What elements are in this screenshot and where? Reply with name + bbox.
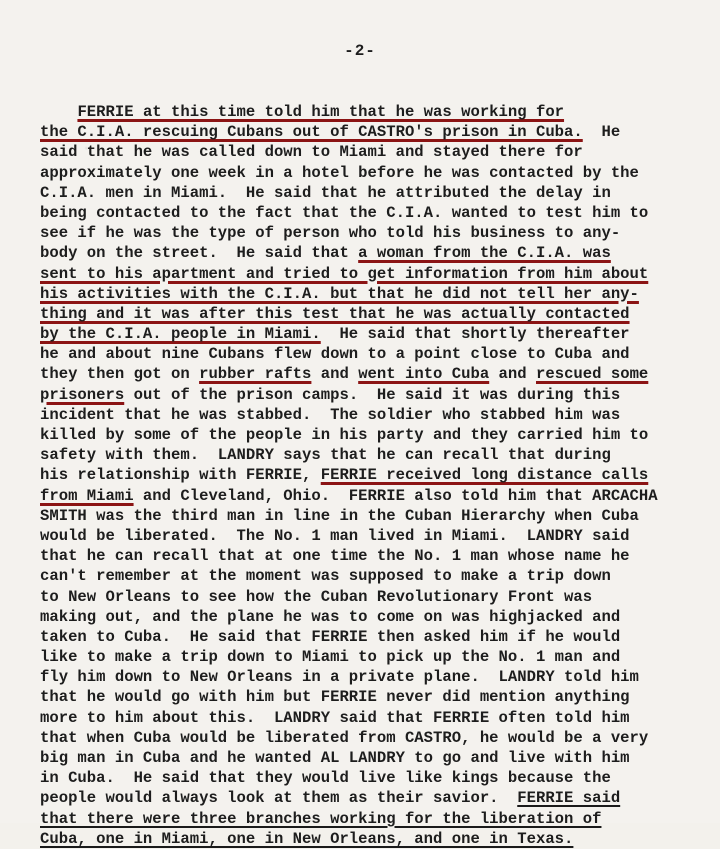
- text-line: [40, 546, 710, 566]
- text-line: [40, 526, 710, 546]
- text-line: [40, 506, 710, 526]
- document-body: [40, 102, 710, 849]
- text-line: [40, 122, 710, 142]
- underlined-text: thing and it was after this test that he was actually contacted: [40, 304, 630, 323]
- text-segment: incident that he was stabbed. The soldier who stabbed him was: [40, 405, 621, 424]
- text-segment: killed by some of the people in his party and they carried him to: [40, 426, 649, 444]
- text-segment: out of the prison camps. He said it was during this: [124, 385, 621, 404]
- text-line: [40, 788, 710, 808]
- text-line: [40, 627, 710, 647]
- text-line: [40, 486, 710, 506]
- text-line: [40, 385, 710, 405]
- text-segment: and: [489, 365, 536, 384]
- text-segment: that when Cuba would be liberated from CASTRO, he would be a very: [40, 728, 649, 747]
- text-segment: can't remember at the moment was supposed to make a trip down: [40, 567, 611, 586]
- underlined-text: Cuba, one in Miami, one in New Orleans, and one in Texas.: [40, 829, 574, 848]
- underlined-text: FERRIE at this time told him that he was working for: [77, 103, 565, 121]
- text-line: [40, 768, 710, 788]
- text-line: [40, 142, 710, 162]
- text-segment: being contacted to the fact that the C.I.A. wanted to test him to: [40, 203, 649, 222]
- page-number: -2-: [344, 42, 376, 60]
- text-segment: approximately one week in a hotel before he was contacted by the: [40, 163, 639, 182]
- text-segment: they then got on: [40, 365, 200, 384]
- text-line: [40, 284, 710, 304]
- text-segment: people would always look at them as their savior.: [40, 789, 518, 808]
- text-segment: and Cleveland, Ohio. FERRIE also told him that ARCACHA: [133, 486, 658, 505]
- underlined-text: FERRIE received long distance calls: [320, 466, 649, 485]
- text-segment: big man in Cuba and he wanted AL LANDRY to go and live with him: [40, 749, 630, 767]
- text-line: [40, 405, 710, 425]
- text-line: [40, 304, 710, 324]
- text-segment: He said that shortly thereafter: [320, 325, 630, 344]
- text-segment: to New Orleans to see how the Cuban Revolutionary Front was: [40, 587, 593, 606]
- text-line: [40, 607, 710, 627]
- underlined-text: FERRIE said: [517, 789, 621, 808]
- text-segment: making out, and the plane he was to come on was highjacked and: [40, 607, 621, 626]
- text-segment: see if he was the type of person who told his business to any-: [40, 224, 621, 243]
- text-line: [40, 708, 710, 728]
- text-line: [40, 809, 710, 829]
- text-segment: like to make a trip down to Miami to pick up the No. 1 man and: [40, 648, 621, 667]
- text-segment: [40, 103, 77, 121]
- text-line: [40, 102, 710, 122]
- text-segment: he and about nine Cubans flew down to a point close to Cuba and: [40, 345, 630, 364]
- underlined-text: rescued some: [536, 365, 649, 384]
- text-segment: taken to Cuba. He said that FERRIE then asked him if he would: [40, 627, 621, 646]
- text-line: [40, 344, 710, 364]
- text-line: [40, 364, 710, 384]
- text-segment: and: [311, 365, 359, 384]
- underlined-text: prisoners: [40, 385, 125, 404]
- text-line: [40, 566, 710, 586]
- text-line: [40, 163, 710, 183]
- text-segment: in Cuba. He said that they would live like kings because the: [40, 769, 611, 788]
- underlined-text: rubber rafts: [199, 365, 312, 384]
- text-line: [40, 748, 710, 768]
- text-line: [40, 243, 710, 263]
- text-segment: more to him about this. LANDRY said that FERRIE often told him: [40, 708, 630, 727]
- text-segment: his relationship with FERRIE,: [40, 466, 321, 485]
- underlined-text: from Miami: [40, 486, 134, 505]
- text-line: [40, 587, 710, 607]
- text-segment: body on the street. He said that: [40, 244, 359, 263]
- text-segment: would be liberated. The No. 1 man lived in Miami. LANDRY said: [40, 526, 630, 545]
- underlined-text: by the C.I.A. people in Miami.: [40, 325, 321, 344]
- text-line: [40, 445, 710, 465]
- underlined-text: a woman from the C.I.A. was: [358, 244, 611, 263]
- text-line: [40, 223, 710, 243]
- text-segment: safety with them. LANDRY says that he can recall that during: [40, 446, 611, 465]
- text-line: [40, 264, 710, 284]
- underlined-text: went into Cuba: [358, 365, 490, 384]
- text-line: [40, 203, 710, 223]
- underlined-text: his activities with the C.I.A. but that he did not tell her any-: [40, 284, 639, 303]
- text-segment: He: [582, 123, 621, 142]
- text-line: [40, 647, 710, 667]
- text-line: [40, 687, 710, 707]
- text-line: [40, 324, 710, 344]
- text-line: [40, 465, 710, 485]
- text-segment: that he can recall that at one time the No. 1 man whose name he: [40, 547, 630, 566]
- text-line: [40, 728, 710, 748]
- text-segment: SMITH was the third man in line in the Cuban Hierarchy when Cuba: [40, 506, 639, 525]
- text-line: [40, 425, 710, 445]
- text-segment: C.I.A. men in Miami. He said that he attributed the delay in: [40, 183, 611, 202]
- underlined-text: the C.I.A. rescuing Cubans out of CASTRO's prison in Cuba.: [40, 123, 583, 142]
- text-line: [40, 183, 710, 203]
- text-segment: that he would go with him but FERRIE never did mention anything: [40, 688, 630, 707]
- text-line: [40, 667, 710, 687]
- underlined-text: that there were three branches working for the liberation of: [40, 809, 602, 828]
- text-segment: said that he was called down to Miami and stayed there for: [40, 143, 583, 162]
- underlined-text: sent to his apartment and tried to get information from him about: [40, 264, 649, 283]
- text-segment: fly him down to New Orleans in a private plane. LANDRY told him: [40, 668, 639, 687]
- text-line: [40, 829, 710, 849]
